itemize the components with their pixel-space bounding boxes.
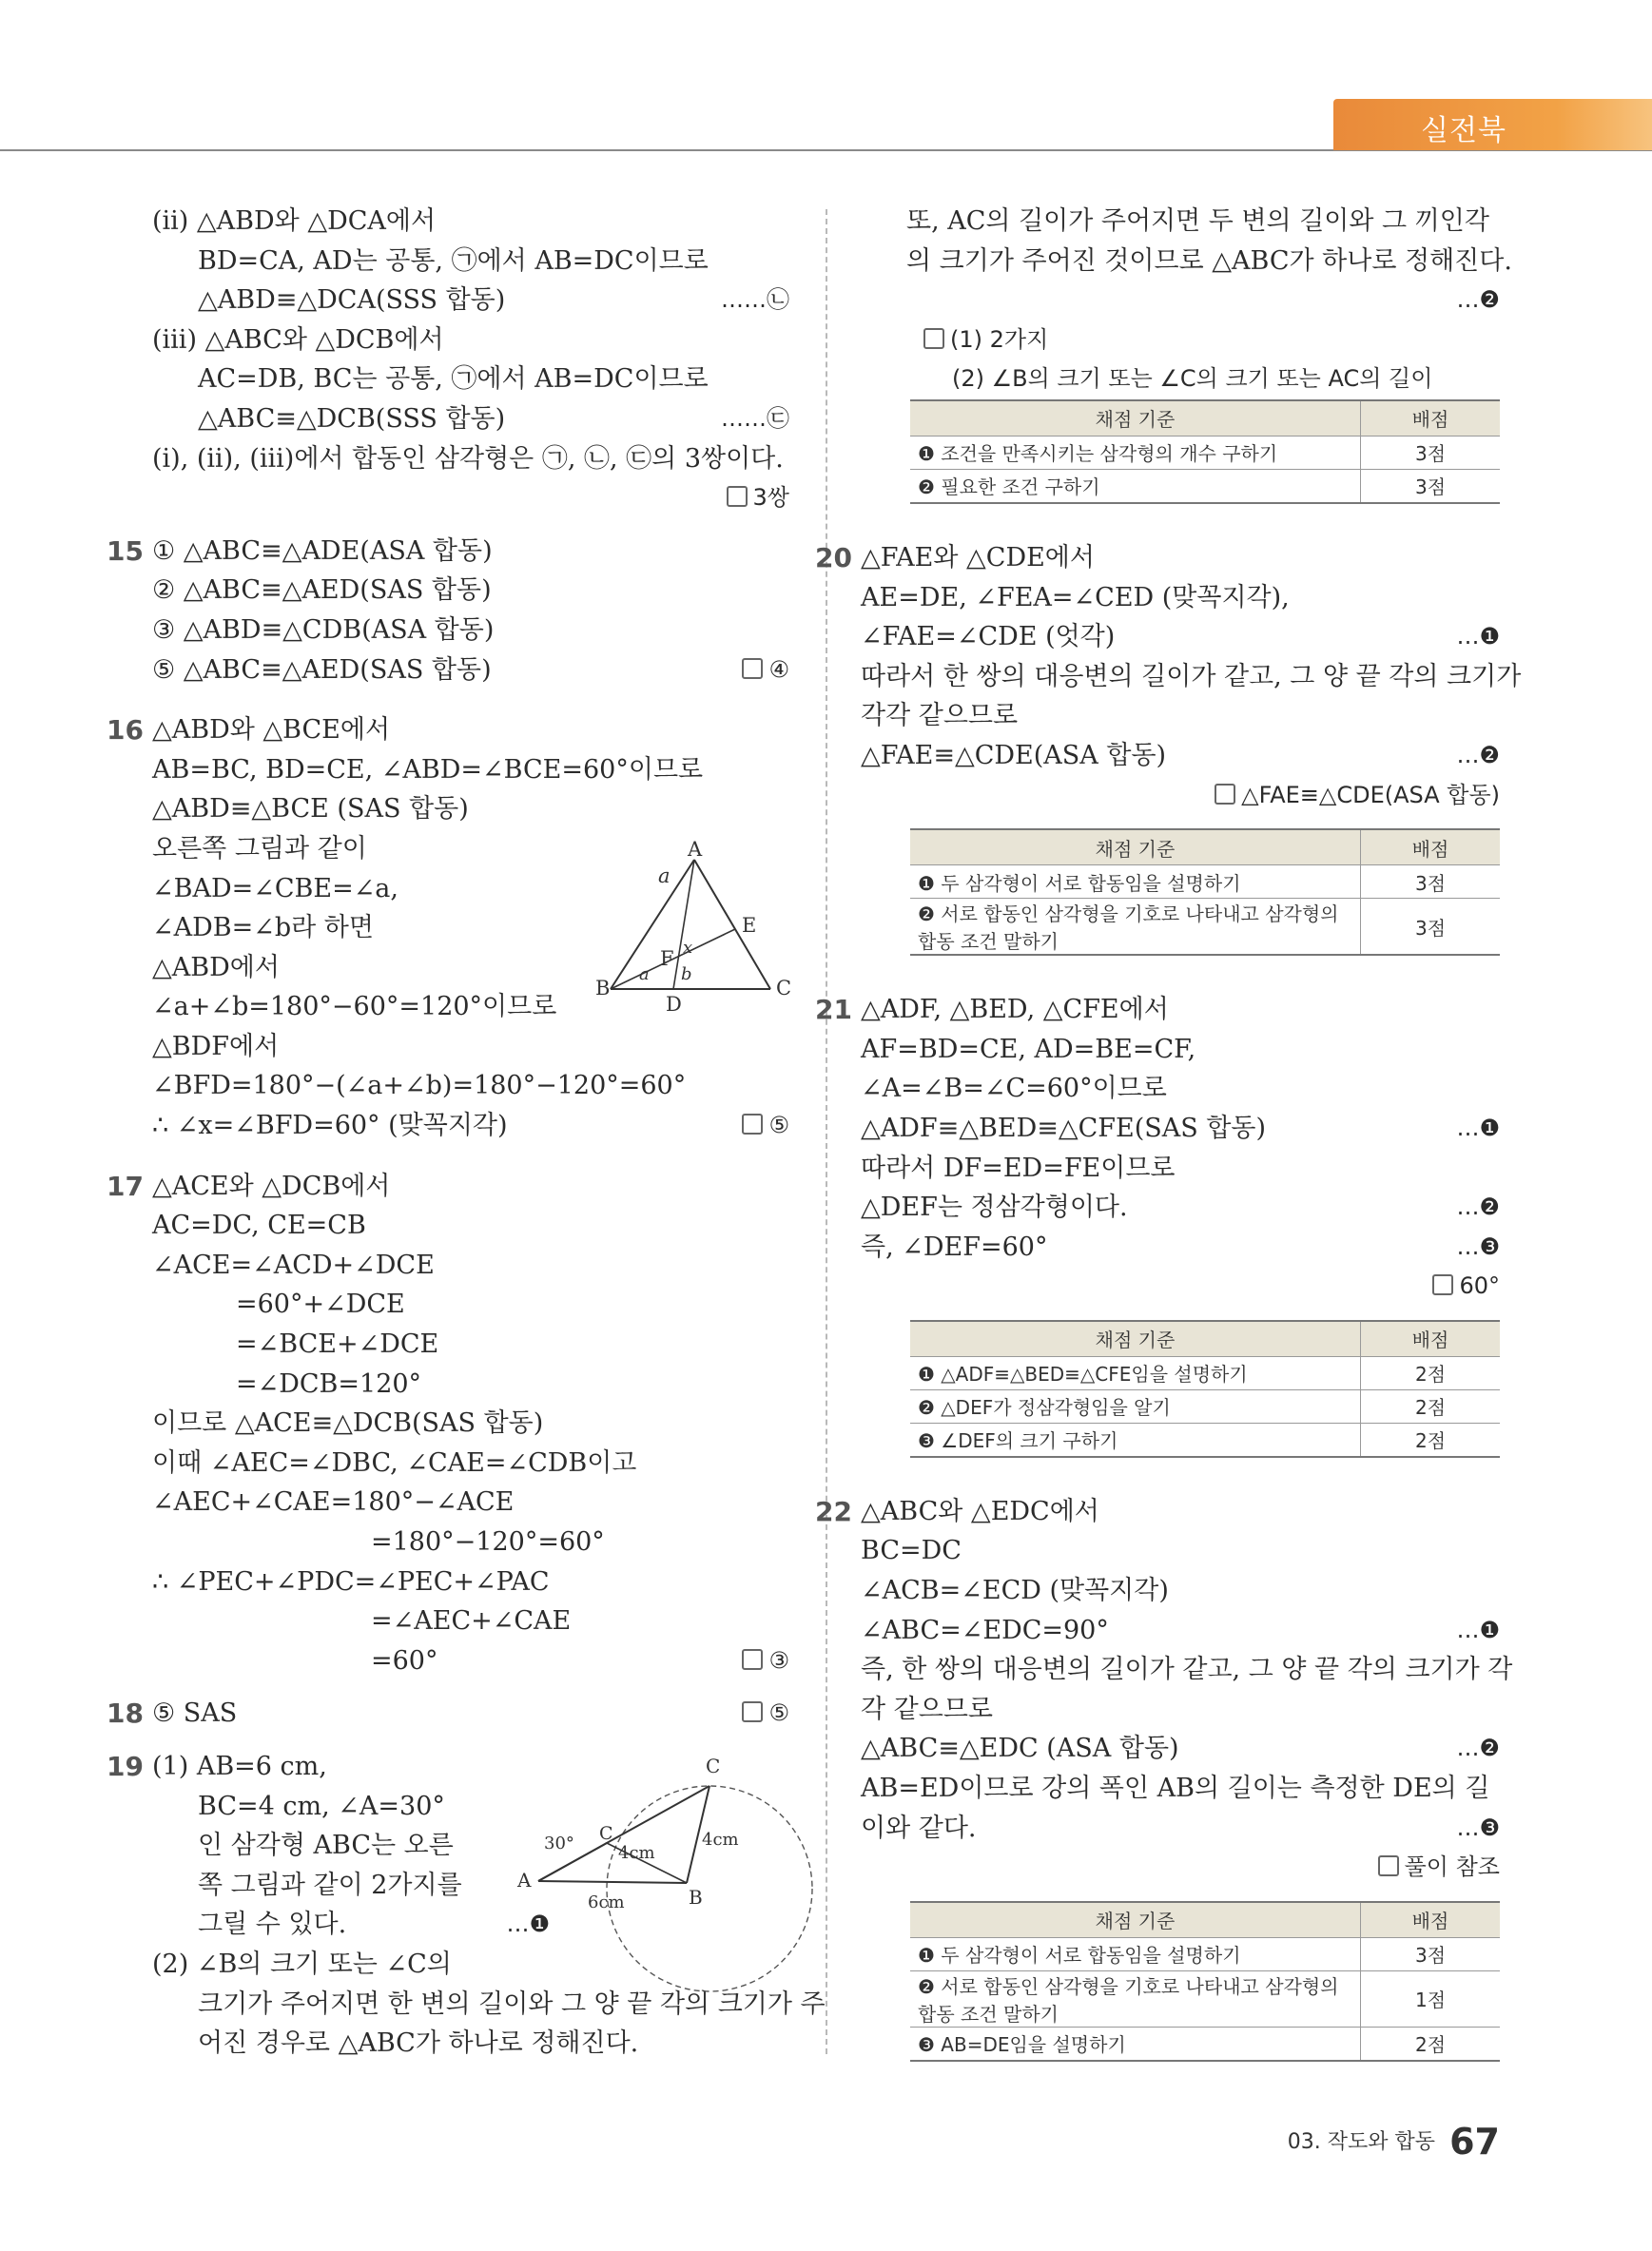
- solution-line: =∠BCE+∠DCE: [236, 1329, 439, 1360]
- answer-box-icon: [742, 1114, 763, 1135]
- answer-line: [861, 1848, 1500, 1888]
- spacer: [861, 2083, 1500, 2096]
- problem-number: 22: [815, 1495, 852, 1527]
- solution-line: △FAE와 △CDE에서 20: [861, 538, 1500, 578]
- fig19-label-4cm-b: 4cm: [702, 1830, 739, 1850]
- answer-mark: [742, 1106, 789, 1146]
- fig16-label-A: A: [688, 838, 703, 861]
- answer-mark: [742, 650, 789, 690]
- table-header-score: 배점: [1361, 1902, 1501, 1938]
- table-header-score: 배점: [1361, 400, 1501, 437]
- score-marker: …❷: [1456, 1735, 1500, 1762]
- problem-number: 18: [107, 1698, 144, 1730]
- answer-line: [152, 478, 789, 518]
- table-header-row: [910, 829, 1500, 865]
- spacer: [861, 1458, 1500, 1479]
- score-marker: …❷: [1456, 286, 1500, 314]
- table-row: [910, 899, 1500, 956]
- score-marker: …❶: [1456, 1616, 1500, 1643]
- table-cell-score: 2점: [1361, 2027, 1501, 2061]
- score-marker: …❷: [1456, 1193, 1500, 1221]
- criteria-text: ❷ 서로 합동인 삼각형을 기호로 나타내고 삼각형의: [918, 902, 1339, 926]
- scoring-table: [910, 1901, 1500, 2062]
- table-row: [910, 1389, 1500, 1423]
- problem-number: 21: [815, 994, 852, 1026]
- criteria-text: 합동 조건 말하기: [918, 930, 1059, 954]
- answer-text: ④: [768, 655, 789, 683]
- solution-line: △ABD≡△BCE (SAS 합동): [152, 794, 469, 825]
- spacer: [152, 1146, 789, 1167]
- fig16-label-b: b: [681, 964, 692, 984]
- solution-line: ∠ADB=∠b라 하면: [152, 913, 374, 943]
- solution-line: ∠BAD=∠CBE=∠a,: [152, 873, 398, 903]
- spacer: [152, 689, 789, 710]
- table-cell-criteria: ❶ 두 삼각형이 서로 합동임을 설명하기: [910, 1937, 1361, 1970]
- solution-line: AE=DE, ∠FEA=∠CED (맞꼭지각),: [861, 582, 1290, 612]
- table-cell-score: 3점: [1361, 469, 1501, 503]
- solution-line: ∠ACB=∠ECD (맞꼭지각): [861, 1576, 1169, 1606]
- fig19-label-B: B: [689, 1886, 703, 1909]
- fig19-label-c-prime: C: [599, 1823, 613, 1844]
- spacer: [861, 525, 1500, 538]
- solution-line: AC=DB, BC는 공통, ㉠에서 AB=DC이므로: [198, 364, 709, 395]
- answer-mark: [727, 478, 789, 518]
- answer-text: 60°: [1459, 1272, 1500, 1300]
- solution-line: AB=ED이므로 강의 폭인 AB의 길이는 측정한 DE의 길: [861, 1774, 1490, 1804]
- footer-chapter: 03. 작도와 합동: [1287, 2130, 1436, 2154]
- solution-line: ③ △ABD≡△CDB(ASA 합동): [152, 614, 495, 645]
- spacer: [861, 1479, 1500, 1492]
- solution-line: ∴ ∠x=∠BFD=60° (맞꼭지각) ⑤: [152, 1106, 789, 1146]
- problem-number: 17: [107, 1170, 144, 1202]
- section-tab-label: 실전북: [1421, 114, 1506, 147]
- scoring-table: [910, 828, 1500, 956]
- criteria-text: ❷ 서로 합동인 삼각형을 기호로 나타내고 삼각형의: [918, 1974, 1339, 1998]
- scoring-table: [910, 1320, 1500, 1458]
- table-row: [910, 1970, 1500, 2027]
- solution-line: △ABC≡△EDC (ASA 합동) …❷: [861, 1729, 1500, 1769]
- problem-number: 15: [107, 534, 144, 567]
- solution-line: ∠FAE=∠CDE (엇각) …❶: [861, 617, 1500, 657]
- fig19-label-6cm: 6cm: [588, 1892, 625, 1912]
- solution-line: BD=CA, AD는 공통, ㉠에서 AB=DC이므로: [198, 245, 709, 276]
- table-cell-score: 3점: [1361, 899, 1501, 956]
- answer-box-icon: [1378, 1855, 1399, 1876]
- answer-mark: [1432, 1267, 1500, 1307]
- answer-text: ③: [768, 1646, 789, 1674]
- solution-line: △ADF, △BED, △CFE에서 21: [861, 990, 1500, 1030]
- solution-line: 각 같으므로: [861, 1694, 993, 1724]
- score-marker: …❸: [1456, 1232, 1500, 1260]
- table-cell-criteria: ❸ AB=DE임을 설명하기: [910, 2027, 1361, 2061]
- answer-box-icon: [742, 658, 763, 679]
- solution-line: 인 삼각형 ABC는 오른: [198, 1831, 454, 1861]
- solution-line: (i), (ii), (iii)에서 합동인 삼각형은 ㉠, ㉡, ㉢의 3쌍이다.: [152, 443, 784, 474]
- figure-19-triangle: [512, 1740, 787, 1969]
- spacer: [152, 1680, 789, 1694]
- table-header-criteria: 채점 기준: [910, 829, 1361, 865]
- spacer: [861, 1307, 1500, 1320]
- solution-line: 의 크기가 주어진 것이므로 △ABC가 하나로 정해진다.: [906, 245, 1512, 276]
- page-number: 67: [1449, 2121, 1500, 2163]
- solution-line: 그릴 수 있다. …❶: [152, 1905, 550, 1945]
- solution-line: =∠AEC+∠CAE: [371, 1606, 572, 1637]
- solution-line: 또, AC의 길이가 주어지면 두 변의 길이와 그 끼인각: [906, 206, 1489, 236]
- solution-line: ∠ACE=∠ACD+∠DCE: [152, 1250, 435, 1280]
- solution-line: △ABD와 △BCE에서 16: [152, 710, 789, 750]
- solution-line: ∠BFD=180°−(∠a+∠b)=180°−120°=60°: [152, 1071, 687, 1101]
- spacer: [861, 977, 1500, 990]
- score-marker: …❶: [1456, 1114, 1500, 1141]
- answer-text: 3쌍: [752, 484, 789, 512]
- score-line: [861, 281, 1500, 320]
- answer-mark: [742, 1641, 789, 1681]
- table-cell-criteria: ❸ ∠DEF의 크기 구하기: [910, 1423, 1361, 1457]
- solution-line: AC=DC, CE=CB: [152, 1211, 366, 1241]
- solution-line: (1) AB=6 cm, 19: [152, 1747, 789, 1787]
- score-marker: ……㉢: [721, 404, 789, 432]
- solution-line: ① △ABC≡△ADE(ASA 합동) 15: [152, 532, 789, 572]
- solution-line: 즉, ∠DEF=60° …❸: [861, 1228, 1500, 1268]
- spacer: [861, 956, 1500, 977]
- answer-text: ⑤: [768, 1112, 789, 1139]
- table-row: [910, 1423, 1500, 1457]
- table-cell-criteria: [910, 1970, 1361, 2027]
- answer-text: ⑤: [768, 1699, 789, 1727]
- fig16-label-B: B: [595, 977, 611, 999]
- table-header-row: [910, 1902, 1500, 1938]
- fig16-label-x: x: [683, 938, 693, 958]
- answer-box-icon: [742, 1649, 763, 1670]
- solution-line: AF=BD=CE, AD=BE=CF,: [861, 1034, 1196, 1064]
- solution-line: △ABC≡△DCB(SSS 합동) ……㉢: [152, 399, 789, 439]
- table-row: [910, 436, 1500, 469]
- solution-line: ∠AEC+∠CAE=180°−∠ACE: [152, 1487, 515, 1518]
- table-header-row: [910, 1321, 1500, 1357]
- section-tab: [1333, 99, 1652, 150]
- solution-line: (2) ∠B의 크기 또는 ∠C의: [152, 1949, 452, 1979]
- fig19-label-C: C: [706, 1755, 721, 1777]
- solution-line: 이때 ∠AEC=∠DBC, ∠CAE=∠CDB이고: [152, 1447, 637, 1478]
- answer-line: (2) ∠B의 크기 또는 ∠C의 크기 또는 AC의 길이: [952, 365, 1433, 393]
- table-cell-score: 2점: [1361, 1356, 1501, 1389]
- fig16-label-a-top: a: [658, 864, 671, 887]
- score-marker: …❸: [1456, 1814, 1500, 1841]
- spacer: [861, 2062, 1500, 2083]
- solution-line: ∴ ∠PEC+∠PDC=∠PEC+∠PAC: [152, 1566, 550, 1597]
- table-cell-criteria: [910, 899, 1361, 956]
- table-cell-score: 3점: [1361, 1937, 1501, 1970]
- table-cell-score: 1점: [1361, 1970, 1501, 2027]
- answer-mark: [1378, 1848, 1500, 1888]
- answer-line: [861, 1267, 1500, 1307]
- solution-line: △BDF에서: [152, 1031, 280, 1061]
- table-header-score: 배점: [1361, 1321, 1501, 1357]
- solution-line: △ABC와 △EDC에서 22: [861, 1492, 1500, 1532]
- table-header-score: 배점: [1361, 829, 1501, 865]
- fig19-label-4cm-a: 4cm: [618, 1843, 655, 1863]
- spacer: [861, 504, 1500, 525]
- score-marker: …❶: [506, 1911, 550, 1938]
- right-column: [815, 202, 1522, 2096]
- solution-line: 이므로 △ACE≡△DCB(SAS 합동): [152, 1408, 544, 1439]
- fig16-label-F: F: [660, 947, 674, 970]
- fig16-label-E: E: [742, 914, 757, 937]
- table-row: [910, 865, 1500, 899]
- solution-line: 쪽 그림과 같이 2가지를: [198, 1870, 462, 1900]
- answer-box-icon: [727, 486, 748, 507]
- table-cell-criteria: ❶ 조건을 만족시키는 삼각형의 개수 구하기: [910, 436, 1361, 469]
- answer-text: △FAE≡△CDE(ASA 합동): [1241, 781, 1500, 808]
- table-header-criteria: 채점 기준: [910, 1321, 1361, 1357]
- spacer: [861, 1888, 1500, 1901]
- fig19-label-angle: 30°: [544, 1834, 574, 1853]
- solution-line: =60° ③: [152, 1641, 789, 1681]
- table-cell-criteria: ❶ 두 삼각형이 서로 합동임을 설명하기: [910, 865, 1361, 899]
- table-header-criteria: 채점 기준: [910, 1902, 1361, 1938]
- table-cell-score: 3점: [1361, 865, 1501, 899]
- problem-number: 16: [107, 714, 144, 747]
- solution-line: △ADF≡△BED≡△CFE(SAS 합동) …❶: [861, 1109, 1500, 1149]
- table-cell-score: 3점: [1361, 436, 1501, 469]
- solution-line: (ii) △ABD와 △DCA에서: [152, 206, 437, 236]
- solution-line: =60°+∠DCE: [236, 1290, 405, 1320]
- problem-number: 19: [107, 1750, 144, 1782]
- solution-line: ∠ABC=∠EDC=90° …❶: [861, 1611, 1500, 1651]
- fig16-label-a-bottom: a: [639, 964, 650, 984]
- scoring-table: [910, 399, 1500, 504]
- solution-line: AB=BC, BD=CE, ∠ABD=∠BCE=60°이므로: [152, 754, 704, 785]
- answer-box-icon: [1432, 1274, 1453, 1295]
- solution-line: BC=4 cm, ∠A=30°: [198, 1791, 445, 1821]
- solution-line: ⑤ SAS 18 ⑤: [152, 1694, 789, 1734]
- fig19-label-A: A: [517, 1869, 532, 1892]
- solution-line: 따라서 한 쌍의 대응변의 길이가 같고, 그 양 끝 각의 크기가: [861, 661, 1522, 691]
- table-header-criteria: 채점 기준: [910, 400, 1361, 437]
- table-header-row: [910, 400, 1500, 437]
- fig16-label-C: C: [776, 977, 792, 999]
- answer-box-icon: [923, 328, 944, 349]
- table-row: [910, 2027, 1500, 2061]
- solution-line: =180°−120°=60°: [371, 1527, 605, 1557]
- answer-mark: [742, 1694, 789, 1734]
- column-divider: [826, 209, 827, 2054]
- spacer: [861, 815, 1500, 828]
- score-marker: ……㉡: [721, 286, 789, 314]
- problem-number: 20: [815, 541, 852, 573]
- solution-line: 어진 경우로 △ABC가 하나로 정해진다.: [198, 2028, 639, 2059]
- spacer: [152, 518, 789, 532]
- answer-mark: [1215, 776, 1500, 816]
- figure-16-triangle: [595, 837, 799, 1016]
- solution-line: BC=DC: [861, 1536, 962, 1566]
- answer-line: [861, 320, 1500, 360]
- table-row: [910, 469, 1500, 503]
- page-footer: [1288, 2121, 1500, 2163]
- solution-line: 이와 같다. …❸: [861, 1809, 1500, 1849]
- solution-line: ∠A=∠B=∠C=60°이므로: [861, 1074, 1167, 1104]
- fig16-label-D: D: [666, 993, 682, 1016]
- solution-line: △ACE와 △DCB에서 17: [152, 1167, 789, 1207]
- table-cell-score: 2점: [1361, 1389, 1501, 1423]
- answer-line: [861, 776, 1500, 816]
- answer-text: (1) 2가지: [950, 325, 1049, 353]
- criteria-text: 합동 조건 말하기: [918, 2002, 1059, 2026]
- solution-line: 크기가 주어지면 한 변의 길이와 그 양 끝 각의 크기가 주: [198, 1989, 826, 2019]
- solution-line: △FAE≡△CDE(ASA 합동) …❷: [861, 736, 1500, 776]
- table-row: [910, 1937, 1500, 1970]
- solution-line: ⑤ △ABC≡△AED(SAS 합동) ④: [152, 650, 789, 690]
- answer-box-icon: [1215, 784, 1235, 805]
- table-cell-criteria: ❷ △DEF가 정삼각형임을 알기: [910, 1389, 1361, 1423]
- solution-line: 즉, 한 쌍의 대응변의 길이가 같고, 그 양 끝 각의 크기가 각: [861, 1655, 1513, 1685]
- table-row: [910, 1356, 1500, 1389]
- solution-line: 따라서 DF=ED=FE이므로: [861, 1153, 1176, 1183]
- answer-box-icon: [742, 1701, 763, 1722]
- score-marker: …❷: [1456, 741, 1500, 768]
- table-cell-score: 2점: [1361, 1423, 1501, 1457]
- answer-text: 풀이 참조: [1404, 1853, 1500, 1881]
- solution-line: △ABD에서: [152, 952, 280, 982]
- solution-line: ② △ABC≡△AED(SAS 합동): [152, 575, 492, 606]
- solution-line: =∠DCB=120°: [236, 1368, 422, 1399]
- solution-line: △ABD≡△DCA(SSS 합동) ……㉡: [152, 281, 789, 320]
- solution-line: (iii) △ABC와 △DCB에서: [152, 324, 444, 355]
- solution-line: ∠a+∠b=180°−60°=120°이므로: [152, 992, 557, 1022]
- table-cell-criteria: ❷ 필요한 조건 구하기: [910, 469, 1361, 503]
- table-cell-criteria: ❶ △ADF≡△BED≡△CFE임을 설명하기: [910, 1356, 1361, 1389]
- solution-line: △DEF는 정삼각형이다. …❷: [861, 1188, 1500, 1228]
- score-marker: …❶: [1456, 623, 1500, 650]
- solution-line: 오른쪽 그림과 같이: [152, 833, 367, 864]
- solution-line: 각각 같으므로: [861, 701, 1019, 731]
